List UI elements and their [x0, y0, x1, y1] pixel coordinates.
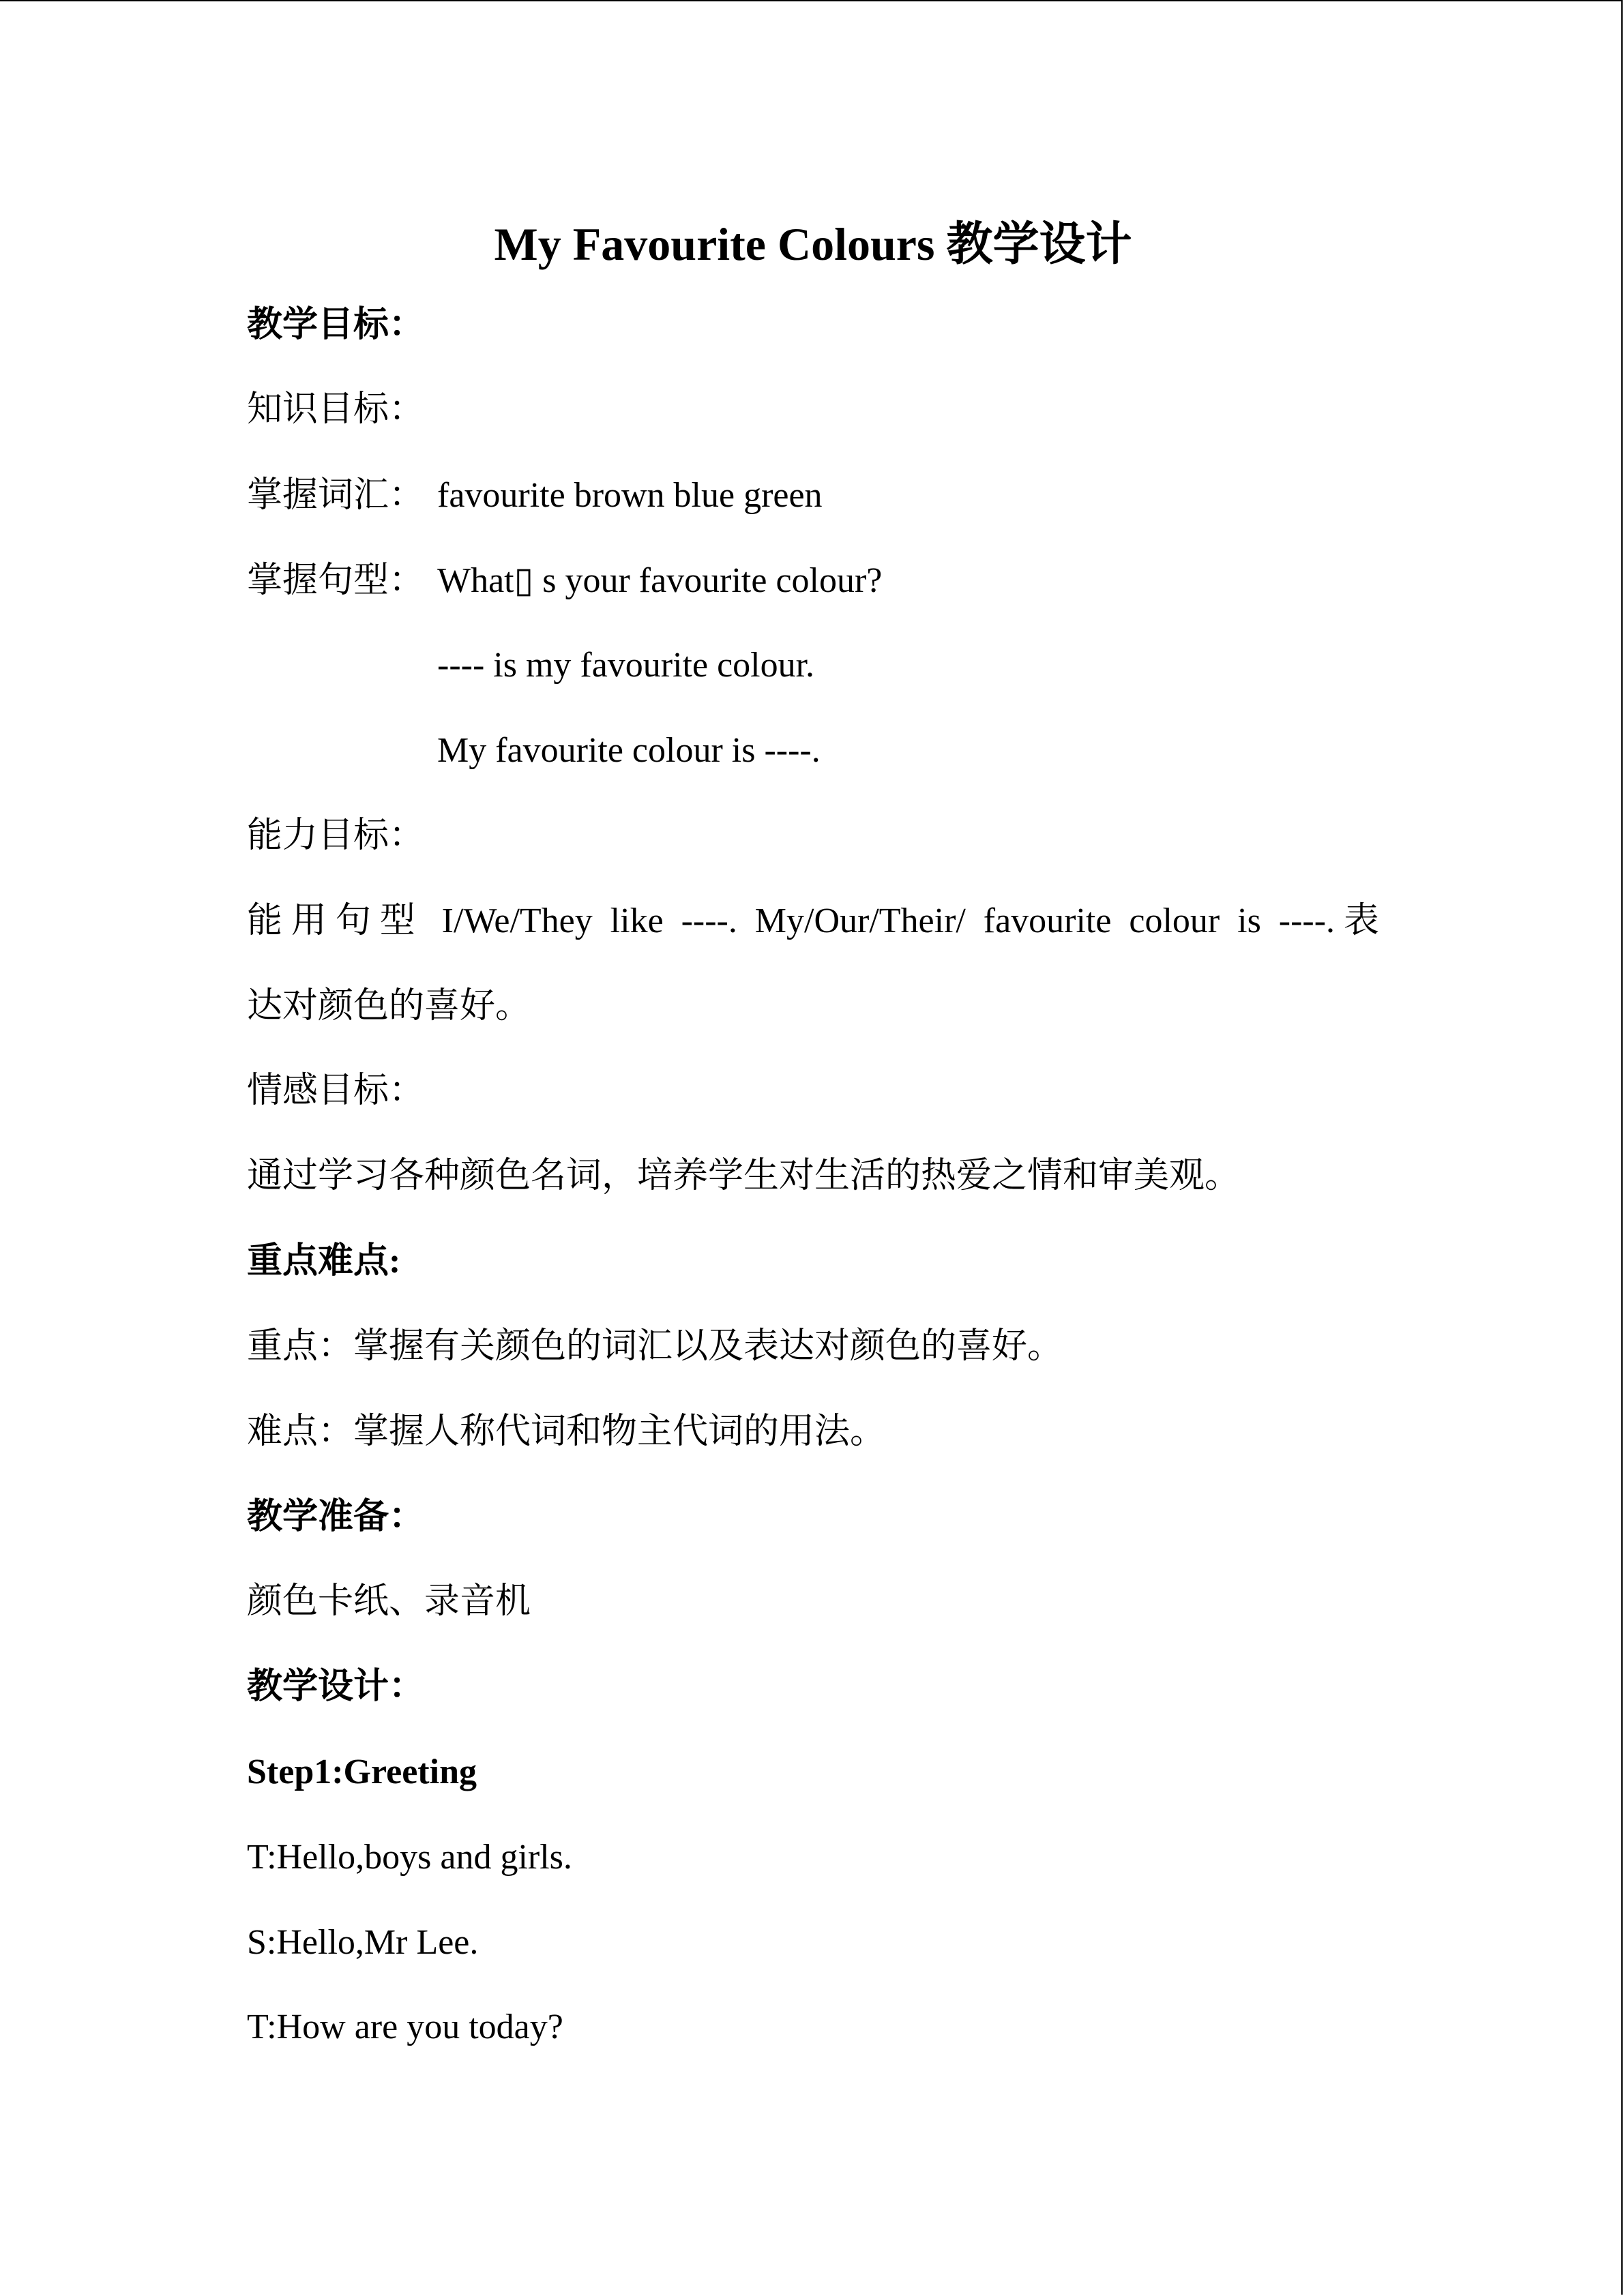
ability-objectives-text-line-2: 达对颜色的喜好。: [247, 987, 531, 1026]
difficult-point-text: 难点：掌握人称代词和物主代词的用法。: [247, 1412, 886, 1451]
sentence-pattern-label: 掌握句型：: [247, 561, 425, 600]
ability-objectives-text-line-1: 能用句型 I/We/They like ----. My/Our/Their/ favourite colour is ----.表: [247, 901, 1379, 940]
document-title: My Favourite Colours 教学设计: [494, 218, 1132, 270]
emotion-objectives-text: 通过学习各种颜色名词，培养学生对生活的热爱之情和审美观。: [247, 1157, 1241, 1195]
sentence-pattern-3: My favourite colour is ----.: [437, 731, 821, 770]
dialogue-line-3: T:How are you today?: [247, 2008, 563, 2046]
dialogue-line-2: S:Hello,Mr Lee.: [247, 1923, 479, 1962]
key-point-text: 重点：掌握有关颜色的词汇以及表达对颜色的喜好。: [247, 1327, 1063, 1366]
sentence-pattern-row: [247, 557, 882, 605]
vocabulary-label: 掌握词汇：: [247, 476, 425, 515]
key-points-heading: 重点难点:: [247, 1242, 401, 1281]
emotion-objectives-heading: 情感目标：: [247, 1071, 425, 1110]
dialogue-line-1: T:Hello,boys and girls.: [247, 1838, 572, 1877]
vocabulary-row: [247, 472, 823, 520]
vocabulary-words: favourite brown blue green: [437, 476, 823, 515]
sentence-pattern-2: ---- is my favourite colour.: [437, 646, 815, 685]
ability-objectives-heading: 能力目标：: [247, 816, 425, 855]
preparation-text: 颜色卡纸、录音机: [247, 1582, 531, 1621]
sentence-pattern-1: What▯ s your favourite colour?: [437, 561, 883, 600]
preparation-heading: 教学准备：: [247, 1497, 425, 1536]
knowledge-objectives-heading: 知识目标：: [247, 390, 425, 429]
step1-heading: Step1:Greeting: [247, 1753, 477, 1791]
objectives-heading: 教学目标：: [247, 305, 425, 344]
design-heading: 教学设计：: [247, 1667, 425, 1706]
